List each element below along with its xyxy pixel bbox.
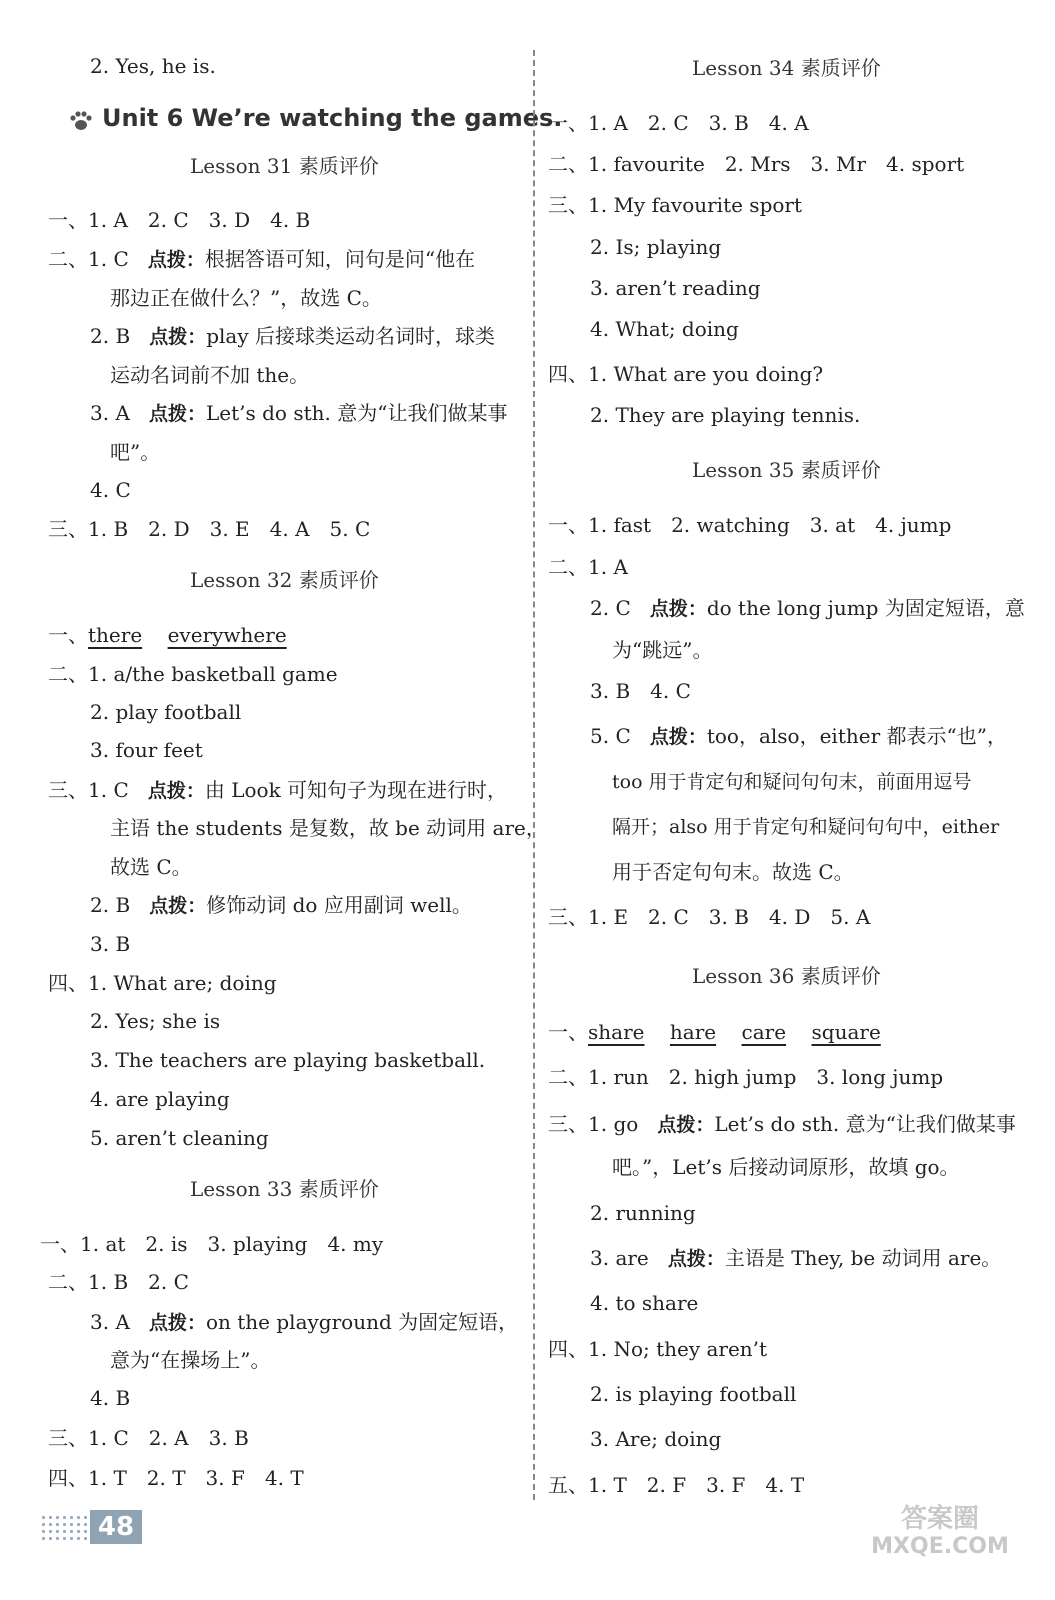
underlined-word: share xyxy=(588,1020,645,1044)
answer-line: 隔开；also 用于肯定句和疑问句句中，either xyxy=(612,816,1000,838)
answer-line: 一、1. A 2. C 3. D 4. B xyxy=(48,208,311,232)
answer-line: 二、1. favourite 2. Mrs 3. Mr 4. sport xyxy=(548,152,965,176)
answer-line: 4. to share xyxy=(590,1291,699,1315)
answer-line: too 用于肯定句和疑问句句末，前面用逗号 xyxy=(612,771,972,793)
answer-line: 四、1. What are you doing? xyxy=(548,362,824,386)
answer-line: 一、1. fast 2. watching 3. at 4. jump xyxy=(548,513,952,537)
answer-line: 2. B 点拨：play 后接球类运动名词时，球类 xyxy=(90,324,496,348)
answer-line: 一、share hare care square xyxy=(548,1020,881,1044)
lesson-32-title: Lesson 32 素质评价 xyxy=(190,568,379,592)
hint-label: 点拨： xyxy=(649,726,707,748)
answer-line: 2. B 点拨：修饰动词 do 应用副词 well。 xyxy=(90,893,472,917)
answer-line: 为“跳远”。 xyxy=(612,638,713,662)
hint-label: 点拨： xyxy=(148,1312,206,1334)
watermark-bottom: MXQE.COM xyxy=(871,1534,1009,1559)
page-number: 48 xyxy=(90,1510,142,1544)
answer-line: 5. C 点拨：too，also，either 都表示“也”， xyxy=(590,724,1007,748)
answer-line: 五、1. T 2. F 3. F 4. T xyxy=(548,1473,805,1497)
answer-line: 二、1. a/the basketball game xyxy=(48,662,338,686)
answer-line: 主语 the students 是复数，故 be 动词用 are， xyxy=(110,816,546,840)
unit-title: Unit 6 We’re watching the games. xyxy=(102,104,563,132)
answer-line: 二、1. A xyxy=(548,555,628,579)
answer-line: 2. play football xyxy=(90,700,242,724)
answer-line: 5. aren’t cleaning xyxy=(90,1126,269,1150)
underlined-word: care xyxy=(741,1020,787,1044)
answer-line: 用于否定句句末。故选 C。 xyxy=(612,860,854,884)
answer-line: 3. aren’t reading xyxy=(590,276,761,300)
answer-line: 3. are 点拨：主语是 They, be 动词用 are。 xyxy=(590,1246,1002,1270)
underlined-word: square xyxy=(811,1020,881,1044)
lesson-35-title: Lesson 35 素质评价 xyxy=(692,458,881,482)
answer-line: 二、1. B 2. C xyxy=(48,1270,189,1294)
answer-line: 4. What; doing xyxy=(590,317,739,341)
hint-label: 点拨： xyxy=(649,598,707,620)
answer-line: 4. B xyxy=(90,1386,131,1410)
answer-line: 三、1. go 点拨：Let’s do sth. 意为“让我们做某事 xyxy=(548,1112,1016,1136)
answer-line: 四、1. T 2. T 3. F 4. T xyxy=(48,1466,304,1490)
hint-label: 点拨： xyxy=(147,249,205,271)
hint-label: 点拨： xyxy=(657,1114,715,1136)
answer-line: 3. A 点拨：on the playground 为固定短语， xyxy=(90,1310,519,1334)
answer-line: 三、1. My favourite sport xyxy=(548,193,803,217)
hint-label: 点拨： xyxy=(149,895,207,917)
answer-line: 运动名词前不加 the。 xyxy=(110,363,310,387)
lesson-36-title: Lesson 36 素质评价 xyxy=(692,964,881,988)
answer-line: 3. The teachers are playing basketball. xyxy=(90,1048,486,1072)
answer-line: 2. Yes; she is xyxy=(90,1009,221,1033)
hint-label: 点拨： xyxy=(667,1248,725,1270)
answer-line: 2. C 点拨：do the long jump 为固定短语，意 xyxy=(590,596,1025,620)
answer-line: 2. Yes, he is. xyxy=(90,54,216,78)
answer-line: 四、1. What are; doing xyxy=(48,971,277,995)
answer-line: 3. Are; doing xyxy=(590,1427,722,1451)
underlined-word: hare xyxy=(669,1020,717,1044)
answer-line: 吧。”，Let’s 后接动词原形，故填 go。 xyxy=(612,1155,960,1179)
lesson-31-title: Lesson 31 素质评价 xyxy=(190,154,379,178)
page-number-badge xyxy=(40,1510,140,1544)
answer-line: 吧”。 xyxy=(110,440,161,464)
watermark-top: 答案圈 xyxy=(900,1504,979,1534)
column-divider xyxy=(533,50,535,1500)
answer-line: 4. C xyxy=(90,478,131,502)
watermark xyxy=(840,1505,1040,1561)
answer-line: 一、1. A 2. C 3. B 4. A xyxy=(548,111,809,135)
paw-icon xyxy=(68,110,94,132)
answer-line: 2. running xyxy=(590,1201,696,1225)
answer-line: 故选 C。 xyxy=(110,855,192,879)
answer-line: 三、1. C 2. A 3. B xyxy=(48,1426,249,1450)
answer-line: 2. is playing football xyxy=(590,1382,797,1406)
answer-line: 意为“在操场上”。 xyxy=(110,1348,271,1372)
answer-line: 三、1. B 2. D 3. E 4. A 5. C xyxy=(48,517,371,541)
underlined-word: everywhere xyxy=(167,623,287,647)
answer-line: 3. B xyxy=(90,932,131,956)
answer-line: 3. A 点拨：Let’s do sth. 意为“让我们做某事 xyxy=(90,401,508,425)
hint-label: 点拨： xyxy=(147,780,205,802)
answer-line: 四、1. No; they aren’t xyxy=(548,1337,768,1361)
lesson-34-title: Lesson 34 素质评价 xyxy=(692,56,881,80)
answer-line: 2. Is; playing xyxy=(590,235,722,259)
answer-line: 3. B 4. C xyxy=(590,679,691,703)
answer-line: 三、1. C 点拨：由 Look 可知句子为现在进行时， xyxy=(48,778,508,802)
hint-label: 点拨： xyxy=(148,403,206,425)
dot-pattern xyxy=(40,1514,92,1542)
underlined-word: there xyxy=(88,623,143,647)
answer-line: 一、1. at 2. is 3. playing 4. my xyxy=(40,1232,384,1256)
answer-line: 三、1. E 2. C 3. B 4. D 5. A xyxy=(548,905,871,929)
answer-line: 4. are playing xyxy=(90,1087,230,1111)
answer-line: 二、1. run 2. high jump 3. long jump xyxy=(548,1065,944,1089)
hint-label: 点拨： xyxy=(149,326,207,348)
lesson-33-title: Lesson 33 素质评价 xyxy=(190,1177,379,1201)
answer-line: 一、there everywhere xyxy=(48,623,287,647)
answer-line: 2. They are playing tennis. xyxy=(590,403,861,427)
answer-line: 3. four feet xyxy=(90,738,203,762)
answer-line: 那边正在做什么？”，故选 C。 xyxy=(110,286,382,310)
answer-line: 二、1. C 点拨：根据答语可知，问句是问“他在 xyxy=(48,247,476,271)
